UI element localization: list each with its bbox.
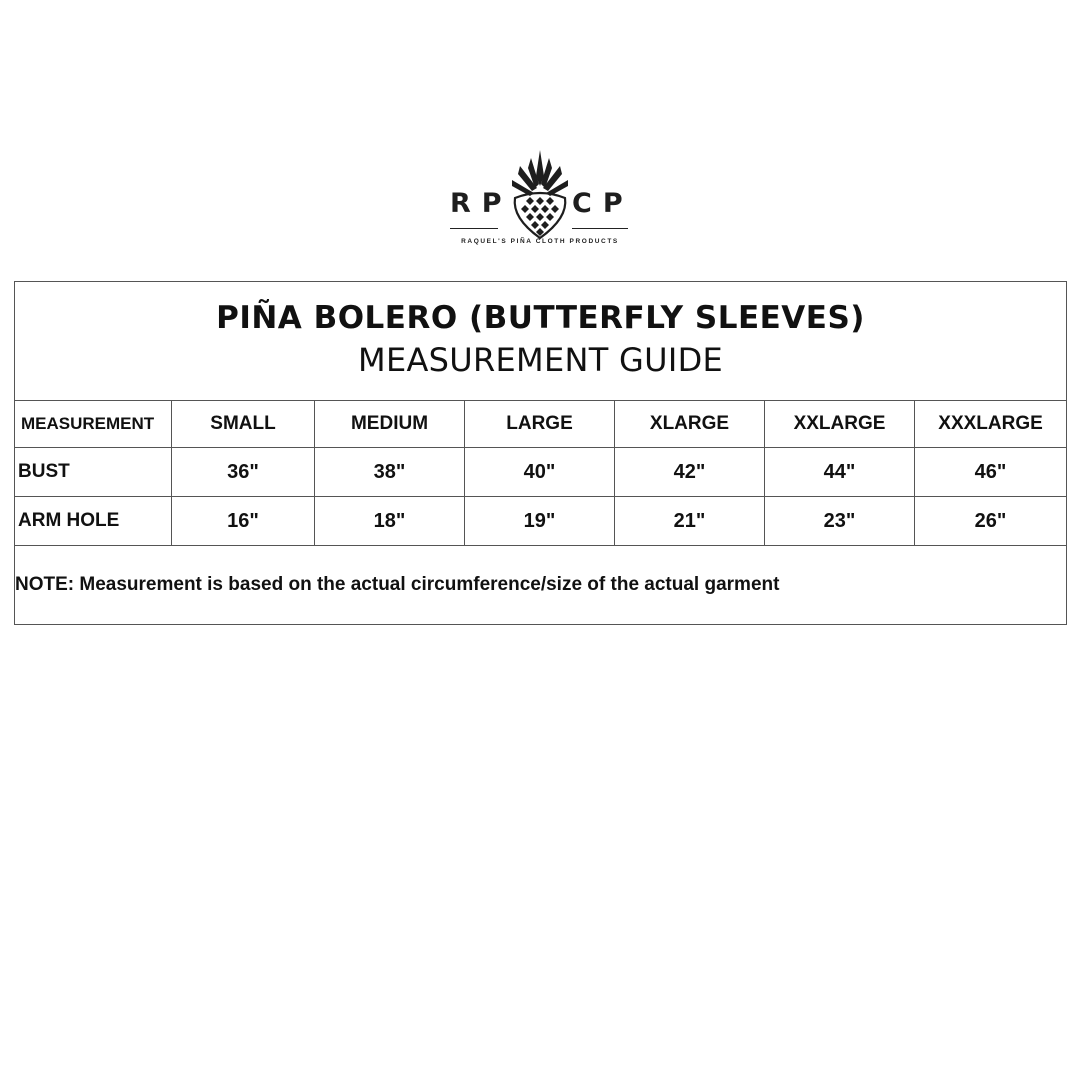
logo-rule-right: [572, 228, 628, 229]
measurement-table: [14, 281, 1067, 625]
table-note: NOTE: Measurement is based on the actual circumference/size of the actual garment: [15, 546, 1067, 625]
table-row-bust: [15, 448, 1067, 497]
logo-letters-right: CP: [572, 188, 634, 219]
logo-tagline: RAQUEL'S PIÑA CLOTH PRODUCTS: [461, 238, 619, 245]
table-subtitle: MEASUREMENT GUIDE: [358, 341, 724, 379]
logo-letters-left: RP: [450, 188, 513, 219]
column-header-large: LARGE: [465, 401, 615, 448]
column-header-measurement: MEASUREMENT: [15, 401, 172, 448]
table-title-cell: [15, 282, 1067, 401]
table-row-arm-hole: [15, 497, 1067, 546]
column-header-xlarge: XLARGE: [615, 401, 765, 448]
table-cell: 38": [315, 448, 465, 497]
table-cell: 16": [172, 497, 315, 546]
table-cell: 21": [615, 497, 765, 546]
column-header-xxxlarge: XXXLARGE: [915, 401, 1067, 448]
column-header-medium: MEDIUM: [315, 401, 465, 448]
logo-rule-left: [450, 228, 498, 229]
table-cell: 23": [765, 497, 915, 546]
column-header-small: SMALL: [172, 401, 315, 448]
table-cell: 36": [172, 448, 315, 497]
row-label-arm-hole: ARM HOLE: [15, 497, 172, 546]
table-title: PIÑA BOLERO (BUTTERFLY SLEEVES): [216, 300, 865, 336]
table-cell: 42": [615, 448, 765, 497]
table-cell: 44": [765, 448, 915, 497]
table-cell: 19": [465, 497, 615, 546]
header-row: [15, 401, 1067, 448]
table-cell: 46": [915, 448, 1067, 497]
row-label-bust: BUST: [15, 448, 172, 497]
column-header-xxlarge: XXLARGE: [765, 401, 915, 448]
table-cell: 40": [465, 448, 615, 497]
table-cell: 26": [915, 497, 1067, 546]
table-cell: 18": [315, 497, 465, 546]
brand-logo: [440, 146, 640, 250]
